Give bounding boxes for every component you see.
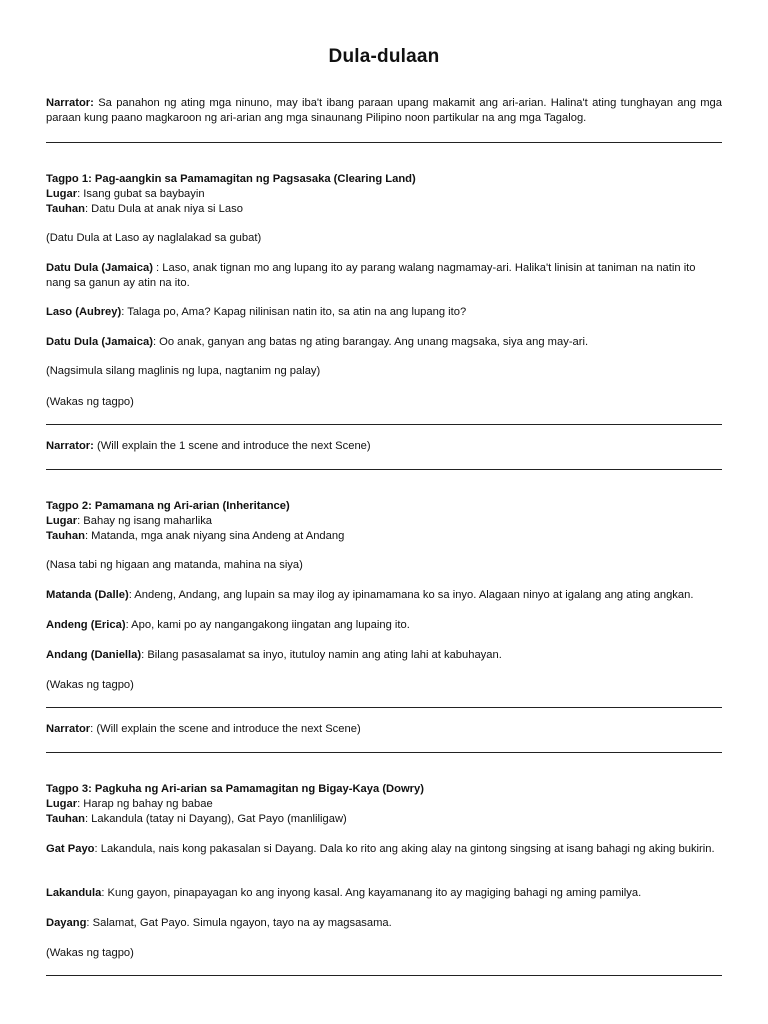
cast-label: Tauhan bbox=[46, 530, 85, 542]
narrator-label: Narrator bbox=[46, 723, 91, 735]
cast-label: Tauhan bbox=[46, 203, 85, 215]
scene1-stage-direction: (Datu Dula at Laso ay naglalakad sa gubat) bbox=[46, 232, 262, 244]
scene3-dialogue-3 bbox=[46, 916, 722, 931]
scene2-heading bbox=[46, 499, 722, 514]
scene2-end: (Wakas ng tagpo) bbox=[46, 679, 134, 691]
dialogue-text: : Talaga po, Ama? Kapag nilinisan natin ito, sa atin na ang lupang ito? bbox=[121, 306, 467, 318]
scene1-dialogue-2 bbox=[46, 305, 722, 320]
cast-label: Tauhan bbox=[46, 813, 85, 825]
dialogue-text: : Laso, anak tignan mo ang lupang ito ay parang walang nagmamay-ari. Halika't linisin at taniman na natin ito nang sa ganun ay atin na ito. bbox=[46, 262, 696, 289]
dialogue-text: : Lakandula, nais kong pakasalan si Dayang. Dala ko rito ang aking alay na gintong singsing at isang bahagi ng aking bukirin. bbox=[94, 843, 715, 855]
scene2-dialogue-3 bbox=[46, 648, 722, 663]
dialogue-text: : Salamat, Gat Payo. Simula ngayon, tayo na ay magsasama. bbox=[86, 917, 392, 929]
scene3-title: : Pagkuha ng Ari-arian sa Pamamagitan ng Bigay-Kaya (Dowry) bbox=[88, 783, 424, 795]
narrator-intro-text: Sa panahon ng ating mga ninuno, may iba't ibang paraan upang makamit ang ari-arian. Halina't ating tunghayan ang mga paraan kung paano magkaroon ng ari-arian ang mga sinaunang Pilipino noon partikular na ang mga Tagalog. bbox=[46, 97, 722, 124]
narrator-note-2 bbox=[46, 722, 722, 737]
speaker: Laso (Aubrey) bbox=[46, 306, 122, 318]
scene1-place bbox=[46, 187, 722, 202]
cast-text: : Lakandula (tatay ni Dayang), Gat Payo (manliligaw) bbox=[84, 813, 347, 825]
speaker: Datu Dula (Jamaica) bbox=[46, 336, 153, 348]
scene3-place bbox=[46, 797, 722, 812]
scene1-stage-direction-2: (Nagsimula silang maglinis ng lupa, nagtanim ng palay) bbox=[46, 365, 321, 377]
narrator-label: Narrator: bbox=[46, 440, 94, 452]
cast-text: : Matanda, mga anak niyang sina Andeng at Andang bbox=[84, 530, 345, 542]
speaker: Andang (Daniella) bbox=[46, 649, 142, 661]
scene3-dialogue-2 bbox=[46, 886, 722, 901]
scene3-dialogue-1 bbox=[46, 842, 722, 857]
speaker: Lakandula bbox=[46, 887, 102, 899]
place-label: Lugar bbox=[46, 798, 78, 810]
scene1-dialogue-1 bbox=[46, 261, 722, 291]
place-text: : Bahay ng isang maharlika bbox=[77, 515, 213, 527]
place-label: Lugar bbox=[46, 515, 78, 527]
dialogue-text: : Bilang pasasalamat sa inyo, itutuloy namin ang ating lahi at kabuhayan. bbox=[141, 649, 502, 661]
narrator-label: Narrator: bbox=[46, 97, 94, 109]
scene2-dialogue-1 bbox=[46, 588, 722, 603]
speaker: Datu Dula (Jamaica) bbox=[46, 262, 153, 274]
scene2-title: : Pamamana ng Ari-arian (Inheritance) bbox=[88, 500, 290, 512]
divider bbox=[46, 975, 722, 976]
speaker: Gat Payo bbox=[46, 843, 95, 855]
narrator-text: (Will explain the 1 scene and introduce the next Scene) bbox=[93, 440, 371, 452]
place-text: : Isang gubat sa baybayin bbox=[77, 188, 205, 200]
cast-text: : Datu Dula at anak niya si Laso bbox=[84, 203, 243, 215]
document-title: Dula-dulaan bbox=[328, 46, 440, 67]
narrator-intro bbox=[46, 96, 722, 126]
speaker: Andeng (Erica) bbox=[46, 619, 126, 631]
scene1-heading bbox=[46, 172, 722, 187]
scene2-stage-direction: (Nasa tabi ng higaan ang matanda, mahina na siya) bbox=[46, 559, 303, 571]
scene1-number: Tagpo 1 bbox=[46, 173, 89, 185]
dialogue-text: : Kung gayon, pinapayagan ko ang inyong kasal. Ang kayamanang ito ay magiging bahagi ng aming pamilya. bbox=[101, 887, 642, 899]
divider bbox=[46, 752, 722, 753]
divider bbox=[46, 707, 722, 708]
scene1-end: (Wakas ng tagpo) bbox=[46, 396, 134, 408]
scene3-number: Tagpo 3 bbox=[46, 783, 89, 795]
place-label: Lugar bbox=[46, 188, 78, 200]
dialogue-text: : Apo, kami po ay nangangakong iingatan ang lupaing ito. bbox=[125, 619, 410, 631]
scene2-cast bbox=[46, 529, 722, 544]
narrator-text: : (Will explain the scene and introduce the next Scene) bbox=[90, 723, 361, 735]
scene3-heading bbox=[46, 782, 722, 797]
place-text: : Harap ng bahay ng babae bbox=[77, 798, 213, 810]
narrator-note-1 bbox=[46, 439, 722, 454]
scene2-number: Tagpo 2 bbox=[46, 500, 89, 512]
dialogue-text: : Oo anak, ganyan ang batas ng ating barangay. Ang unang magsaka, siya ang may-ari. bbox=[152, 336, 589, 348]
divider bbox=[46, 142, 722, 143]
divider bbox=[46, 469, 722, 470]
speaker: Matanda (Dalle) bbox=[46, 589, 129, 601]
scene1-title: : Pag-aangkin sa Pamamagitan ng Pagsasaka (Clearing Land) bbox=[88, 173, 416, 185]
divider bbox=[46, 424, 722, 425]
scene2-dialogue-2 bbox=[46, 618, 722, 633]
speaker: Dayang bbox=[46, 917, 87, 929]
scene1-cast bbox=[46, 202, 722, 217]
dialogue-text: : Andeng, Andang, ang lupain sa may ilog ay ipinamamana ko sa inyo. Alagaan ninyo at igalang ang ating angkan. bbox=[128, 589, 694, 601]
scene3-cast bbox=[46, 812, 722, 827]
scene2-place bbox=[46, 514, 722, 529]
scene3-end: (Wakas ng tagpo) bbox=[46, 947, 134, 959]
scene1-dialogue-3 bbox=[46, 335, 722, 350]
